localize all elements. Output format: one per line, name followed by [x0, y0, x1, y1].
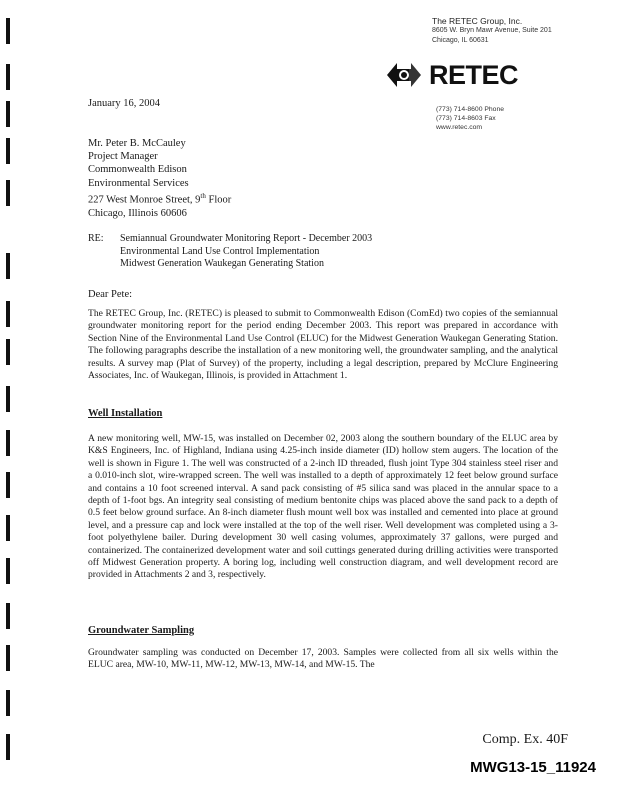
scan-mark [6, 253, 10, 279]
logo-wordmark: RETEC [429, 59, 519, 90]
phone-number: (773) 714-8600 Phone [436, 106, 505, 113]
letterhead-address [432, 16, 612, 46]
subject-label: RE: [88, 233, 104, 244]
fax-number: (773) 714-8603 Fax [436, 115, 496, 122]
scan-mark [6, 339, 10, 365]
scan-mark [6, 558, 10, 584]
groundwater-sampling-paragraph: Groundwater sampling was conducted on December 17, 2003. Samples were collected from all six wells within the ELUC area, MW-10, MW-11, MW-12, MW-13, MW-14, and MW-15. The [88, 647, 558, 671]
groundwater-sampling-heading: Groundwater Sampling [88, 625, 195, 636]
scan-mark [6, 18, 10, 44]
company-logo [383, 58, 518, 92]
scan-mark [6, 101, 10, 127]
subject-line: Midwest Generation Waukegan Generating Station [120, 258, 324, 269]
scan-mark [6, 515, 10, 541]
scan-mark [6, 603, 10, 629]
scan-mark [6, 64, 10, 90]
recipient-address [88, 137, 231, 220]
recipient-title: Project Manager [88, 151, 158, 163]
scan-mark [6, 645, 10, 671]
scan-mark [6, 180, 10, 206]
scan-mark [6, 138, 10, 164]
scan-mark [6, 472, 10, 498]
address-line: 8605 W. Bryn Mawr Avenue, Suite 201 [432, 27, 552, 34]
well-installation-heading: Well Installation [88, 408, 163, 419]
retec-logo-icon [383, 58, 425, 92]
recipient-company: Commonwealth Edison [88, 164, 187, 176]
well-installation-paragraph: A new monitoring well, MW-15, was installed on December 02, 2003 along the southern boundary of the ELUC area by K&S Engineers, Inc. of Highland, Indiana using 4.25-inch inside diameter (ID) hollow stem augers. The location of the well is shown in Figure 1. The well was constructed of a 2-inch ID threaded, flush joint Type 304 stainless steel riser and a 0.010-inch slot, wire-wrapped screen. The well was installed to a depth of approximately 12 feet below ground surface and contains a 10 foot screened interval. A sand pack consisting of #5 silica sand was placed in the annular space to a depth of 1-foot bgs. An integrity seal consisting of medium bentonite chips was placed above the sand pack to a depth of 0.5 feet below ground surface. An 8-inch diameter flush mount well box was installed and cemented into place at ground level, and a pressure cap and lock were installed at the top of the well riser. Well development was completed using a 3-foot polyethylene bailer. During development 30 well casing volumes, approximately 37 gallons, were purged and containerized. The containerized development water and soil cuttings generated during drilling activities were transported off Midwest Generation property. A boring log, including well construction diagram, and well development record are provided in Attachments 2 and 3, respectively. [88, 433, 558, 581]
recipient-department: Environmental Services [88, 177, 189, 189]
address-city: Chicago, IL 60631 [432, 37, 489, 44]
scan-mark [6, 301, 10, 327]
salutation: Dear Pete: [88, 289, 133, 300]
scan-mark [6, 386, 10, 412]
bates-number: MWG13-15_11924 [470, 759, 596, 776]
scan-mark [6, 430, 10, 456]
intro-paragraph: The RETEC Group, Inc. (RETEC) is pleased to submit to Commonwealth Edison (ComEd) two copies of the semiannual groundwater monitoring report for the period ending December 2003. This report was prepared in accordance with Section Nine of the Environmental Land Use Control (ELUC) for the Midwest Generation Waukegan Generating Station. The following paragraphs describe the installation of a new monitoring well, the groundwater sampling, and the analytical results. A survey map (Plat of Survey) of the property, including a legal description, prepared by McClure Engineering Associates, Inc. of Waukegan, Illinois, is provided in Attachment 1. [88, 308, 558, 382]
recipient-street: 227 West Monroe Street, 9th Floor [88, 191, 232, 206]
subject-line: Semiannual Groundwater Monitoring Report - December 2003 [120, 233, 373, 244]
letter-date: January 16, 2004 [88, 98, 161, 109]
subject-line: Environmental Land Use Control Implementation [120, 245, 320, 257]
recipient-name: Mr. Peter B. McCauley [88, 138, 186, 149]
scan-margin-marks [0, 0, 30, 800]
recipient-city: Chicago, Illinois 60606 [88, 207, 187, 219]
company-name: The RETEC Group, Inc. [432, 16, 523, 26]
letterhead-contact [436, 105, 606, 132]
exhibit-label: Comp. Ex. 40F [482, 732, 568, 747]
scan-mark [6, 690, 10, 716]
scan-mark [6, 734, 10, 760]
website: www.retec.com [436, 124, 483, 131]
